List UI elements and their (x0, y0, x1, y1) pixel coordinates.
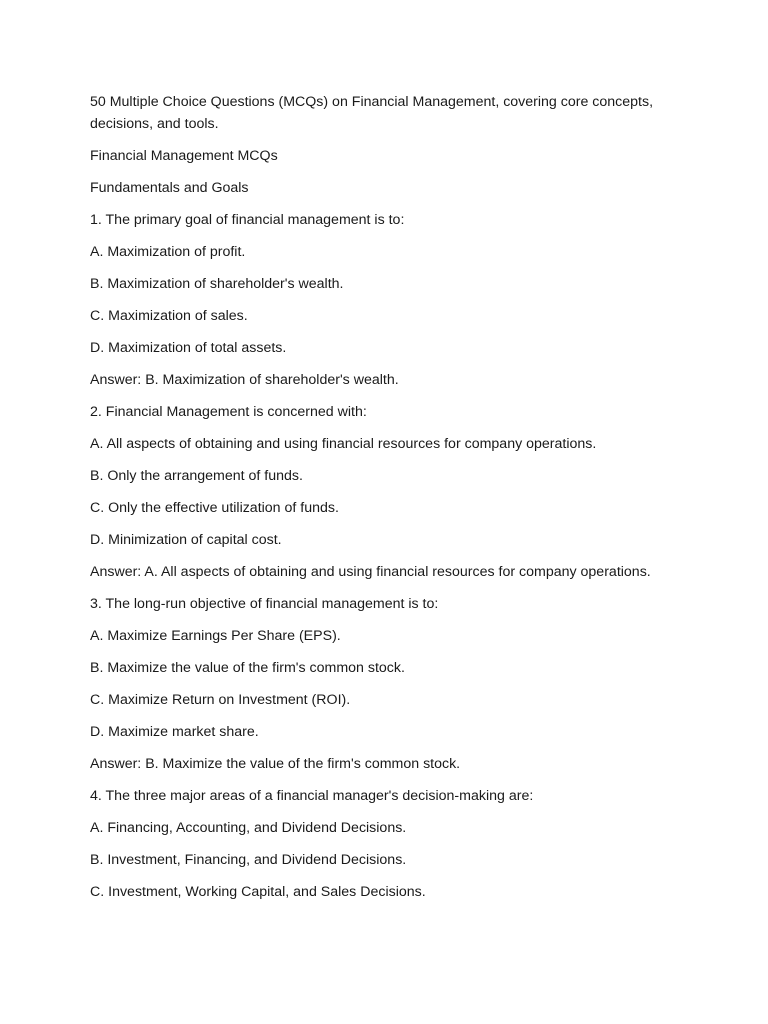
option-text: D. Maximization of total assets. (90, 340, 287, 356)
spacer (90, 679, 690, 690)
question-text: 3. The long-run objective of financial management is to: (90, 596, 439, 612)
spacer (90, 775, 690, 786)
option-text: B. Only the arrangement of funds. (90, 468, 303, 484)
spacer (90, 199, 690, 210)
spacer (90, 711, 690, 722)
option-text: C. Maximization of sales. (90, 308, 248, 324)
option-text: C. Investment, Working Capital, and Sales Decisions. (90, 884, 426, 900)
spacer (90, 231, 690, 242)
spacer (90, 423, 690, 434)
spacer (90, 455, 690, 466)
option-text: D. Maximize market share. (90, 724, 259, 740)
spacer (90, 871, 690, 882)
option-text: C. Only the effective utilization of funds. (90, 500, 339, 516)
document-title: Financial Management MCQs (90, 148, 278, 164)
document-body (90, 92, 690, 903)
spacer (90, 327, 690, 338)
spacer (90, 807, 690, 818)
spacer (90, 519, 690, 530)
spacer (90, 359, 690, 370)
spacer (90, 391, 690, 402)
spacer (90, 263, 690, 274)
spacer (90, 295, 690, 306)
question-text: 4. The three major areas of a financial manager's decision-making are: (90, 788, 534, 804)
section-title: Fundamentals and Goals (90, 180, 249, 196)
spacer (90, 135, 690, 146)
option-text: D. Minimization of capital cost. (90, 532, 282, 548)
spacer (90, 583, 690, 594)
spacer (90, 167, 690, 178)
question-text: 1. The primary goal of financial management is to: (90, 212, 405, 228)
intro-paragraph: 50 Multiple Choice Questions (MCQs) on Financial Management, covering core concepts, decisions, and tools. (90, 94, 654, 132)
option-text: B. Investment, Financing, and Dividend Decisions. (90, 852, 407, 868)
option-text: A. Maximize Earnings Per Share (EPS). (90, 628, 341, 644)
answer-text: Answer: B. Maximize the value of the firm's common stock. (90, 756, 461, 772)
option-text: A. Maximization of profit. (90, 244, 246, 260)
option-text: B. Maximization of shareholder's wealth. (90, 276, 344, 292)
spacer (90, 839, 690, 850)
spacer (90, 647, 690, 658)
answer-text: Answer: B. Maximization of shareholder's wealth. (90, 372, 399, 388)
spacer (90, 615, 690, 626)
answer-text: Answer: A. All aspects of obtaining and using financial resources for company operations. (90, 564, 651, 580)
option-text: A. Financing, Accounting, and Dividend Decisions. (90, 820, 407, 836)
option-text: C. Maximize Return on Investment (ROI). (90, 692, 351, 708)
option-text: A. All aspects of obtaining and using financial resources for company operations. (90, 436, 597, 452)
spacer (90, 487, 690, 498)
question-text: 2. Financial Management is concerned with: (90, 404, 367, 420)
option-text: B. Maximize the value of the firm's common stock. (90, 660, 405, 676)
spacer (90, 743, 690, 754)
spacer (90, 551, 690, 562)
